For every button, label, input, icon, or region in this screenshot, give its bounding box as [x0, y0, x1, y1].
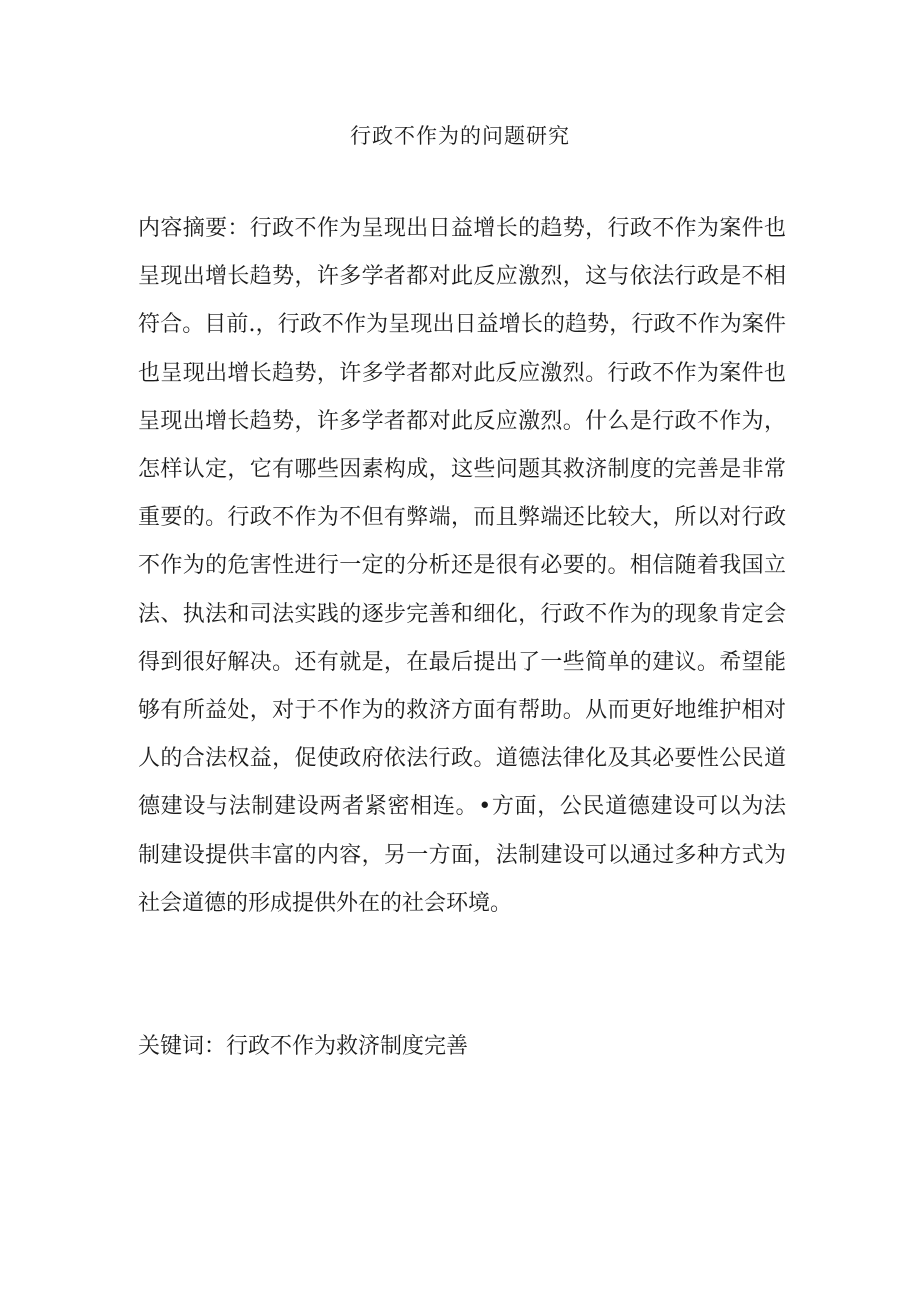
document-title: 行政不作为的问题研究 — [350, 124, 570, 148]
abstract-paragraph: 内容摘要：行政不作为呈现出日益增长的趋势，行政不作为案件也呈现出增长趋势，许多学者都对此反应激烈，这与依法行政是不相符合。目前.，行政不作为呈现出日益增长的趋势，行政不作为案件也呈现出增长趋势，许多学者都对此反应激烈。行政不作为案件也呈现出增长趋势，许多学者都对此反应激烈。什么是行政不作为，怎样认定，它有哪些因素构成，这些问题其救济制度的完善是非常重要的。行政不作为不但有弊端，而且弊端还比较大，所以对行政不作为的危害性进行一定的分析还是很有必要的。相信随着我国立法、执法和司法实践的逐步完善和细化，行政不作为的现象肯定会得到很好解决。还有就是，在最后提出了一些简单的建议。希望能够有所益处，对于不作为的救济方面有帮助。从而更好地维护相对人的合法权益，促使政府依法行政。道德法律化及其必要性公民道德建设与法制建设两者紧密相连。•方面，公民道德建设可以为法制建设提供丰富的内容，另一方面，法制建设可以通过多种方式为社会道德的形成提供外在的社会环境。 — [138, 216, 786, 916]
keywords-line: 关键词：行政不作为救济制度完善 — [138, 1034, 469, 1059]
